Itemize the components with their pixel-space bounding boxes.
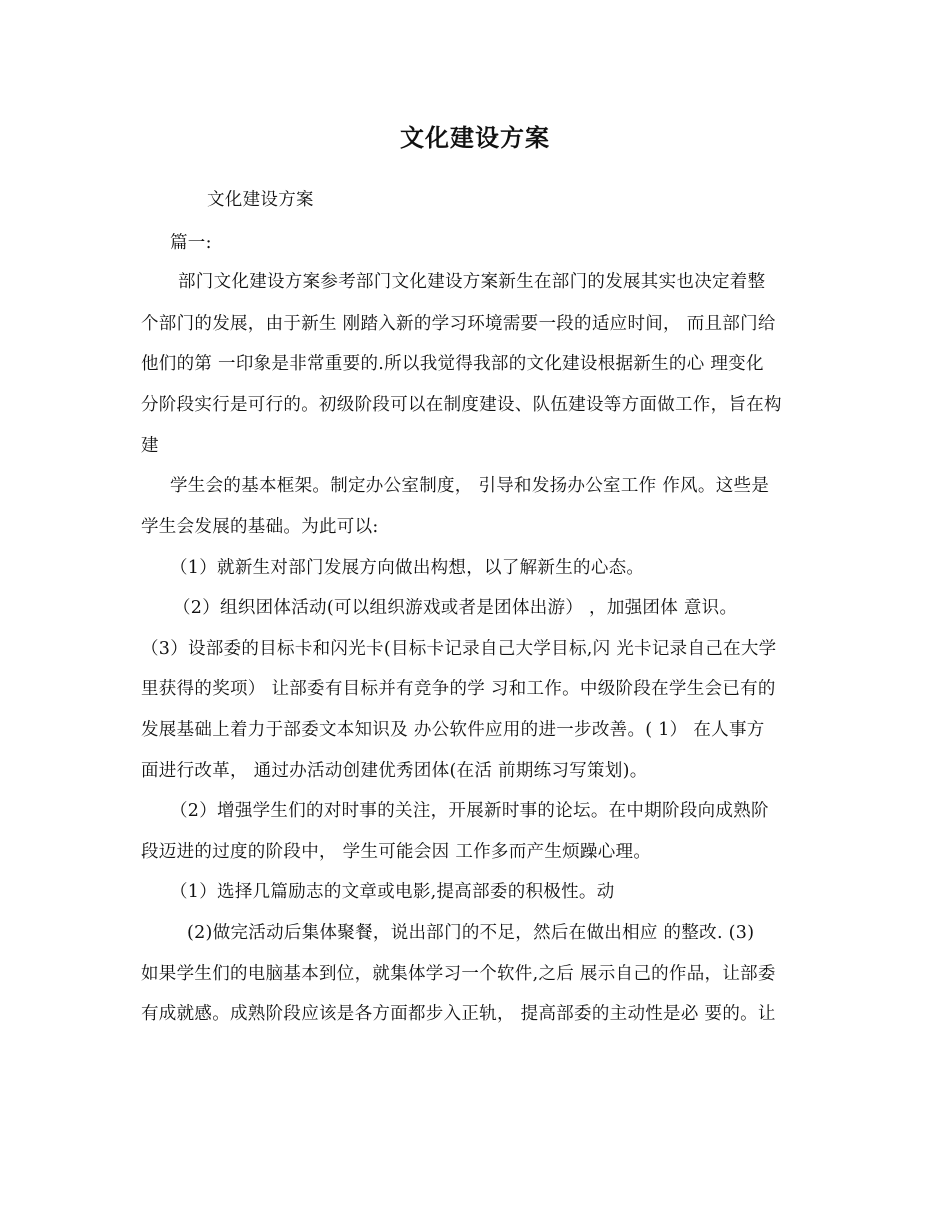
paragraph-line: 发展基础上着力于部委文本知识及 办公软件应用的进一步改善。( 1） 在人事方 [141, 720, 765, 740]
list-item: （3）设部委的目标卡和闪光卡(目标卡记录自己大学目标,闪 光卡记录自己在大学 [141, 639, 777, 659]
list-item: （2）组织团体活动(可以组织游戏或者是团体出游） ，加强团体 意识。 [173, 598, 738, 618]
subtitle-line: 文化建设方案 [207, 190, 314, 210]
paragraph-line: 如果学生们的电脑基本到位，就集体学习一个软件,之后 展示自己的作品，让部委 [141, 964, 776, 984]
paragraph-line: 面进行改革， 通过办活动创建优秀团体(在活 前期练习写策划)。 [141, 761, 648, 781]
paragraph-line: 有成就感。成熟阶段应该是各方面都步入正轨， 提高部委的主动性是必 要的。让 [141, 1004, 776, 1024]
paragraph-line: 里获得的奖项） 让部委有目标并有竞争的学 习和工作。中级阶段在学生会已有的 [141, 679, 776, 699]
paragraph-line: 学生会的基本框架。制定办公室制度， 引导和发扬办公室工作 作风。这些是 [170, 476, 770, 496]
document-title: 文化建设方案 [400, 123, 550, 152]
paragraph-line: 分阶段实行是可行的。初级阶段可以在制度建设、队伍建设等方面做工作，旨在构 [141, 395, 782, 415]
paragraph-line: 段迈进的过度的阶段中， 学生可能会因 工作多而产生烦躁心理。 [141, 842, 652, 862]
list-item: （2）增强学生们的对时事的关注，开展新时事的论坛。在中期阶段向成熟阶 [170, 801, 769, 821]
paragraph-line: 建 [141, 436, 159, 456]
list-item: （1）选择几篇励志的文章或电影,提高部委的积极性。动 [170, 882, 615, 902]
list-item: （1）就新生对部门发展方向做出构想，以了解新生的心态。 [170, 558, 645, 578]
paragraph-line: 学生会发展的基础。为此可以: [141, 517, 379, 537]
paragraph-line: 个部门的发展，由于新生 刚踏入新的学习环境需要一段的适应时间， 而且部门给 [141, 314, 776, 334]
list-item: (2)做完活动后集体聚餐，说出部门的不足，然后在做出相应 的整改. (3) [187, 923, 755, 943]
paragraph-line: 部门文化建设方案参考部门文化建设方案新生在部门的发展其实也决定着整 [178, 272, 766, 292]
section-label: 篇一: [170, 233, 212, 253]
paragraph-line: 他们的第 一印象是非常重要的.所以我觉得我部的文化建设根据新生的心 理变化 [141, 354, 764, 374]
